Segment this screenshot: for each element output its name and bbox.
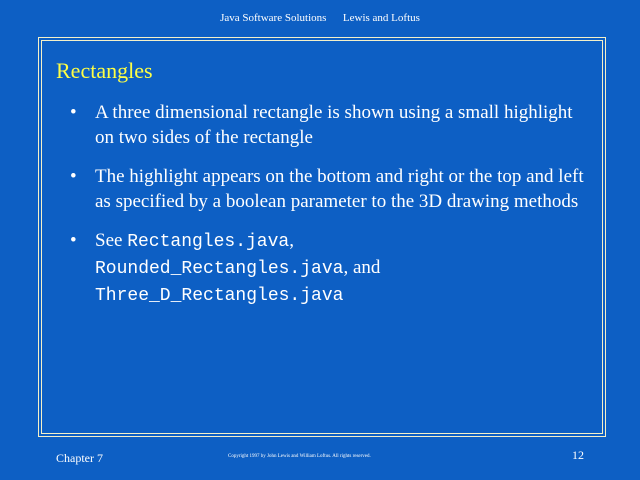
filename-three-d-rectangles: Three_D_Rectangles.java [95,286,344,306]
slide-header [0,12,640,24]
copyright-notice: Copyright 1997 by John Lewis and William Loftus. All rights reserved. [228,454,371,459]
bullet-item [70,164,590,214]
bullet-list [70,100,590,323]
bullet-text: The highlight appears on the bottom and right or the top and left as specified by a boolean parameter to the 3D drawing methods [95,166,584,212]
slide-title: Rectangles [56,58,153,83]
filename-rectangles: Rectangles.java [127,232,290,252]
bullet-marker: • [70,230,77,251]
separator: , [289,230,294,251]
bullet-item [70,228,590,309]
bullet-item [70,100,590,150]
page-number: 12 [572,448,584,462]
bullet-text: A three dimensional rectangle is shown using a small highlight on two sides of the rectangle [95,102,573,148]
authors: Lewis and Loftus [342,12,420,24]
chapter-label: Chapter 7 [56,451,103,465]
bullet-marker: • [70,102,77,123]
separator: , and [343,257,381,278]
bullet-prefix: See [95,230,128,251]
book-title: Java Software Solutions [220,12,327,24]
filename-rounded-rectangles: Rounded_Rectangles.java [95,259,344,279]
bullet-marker: • [70,166,77,187]
